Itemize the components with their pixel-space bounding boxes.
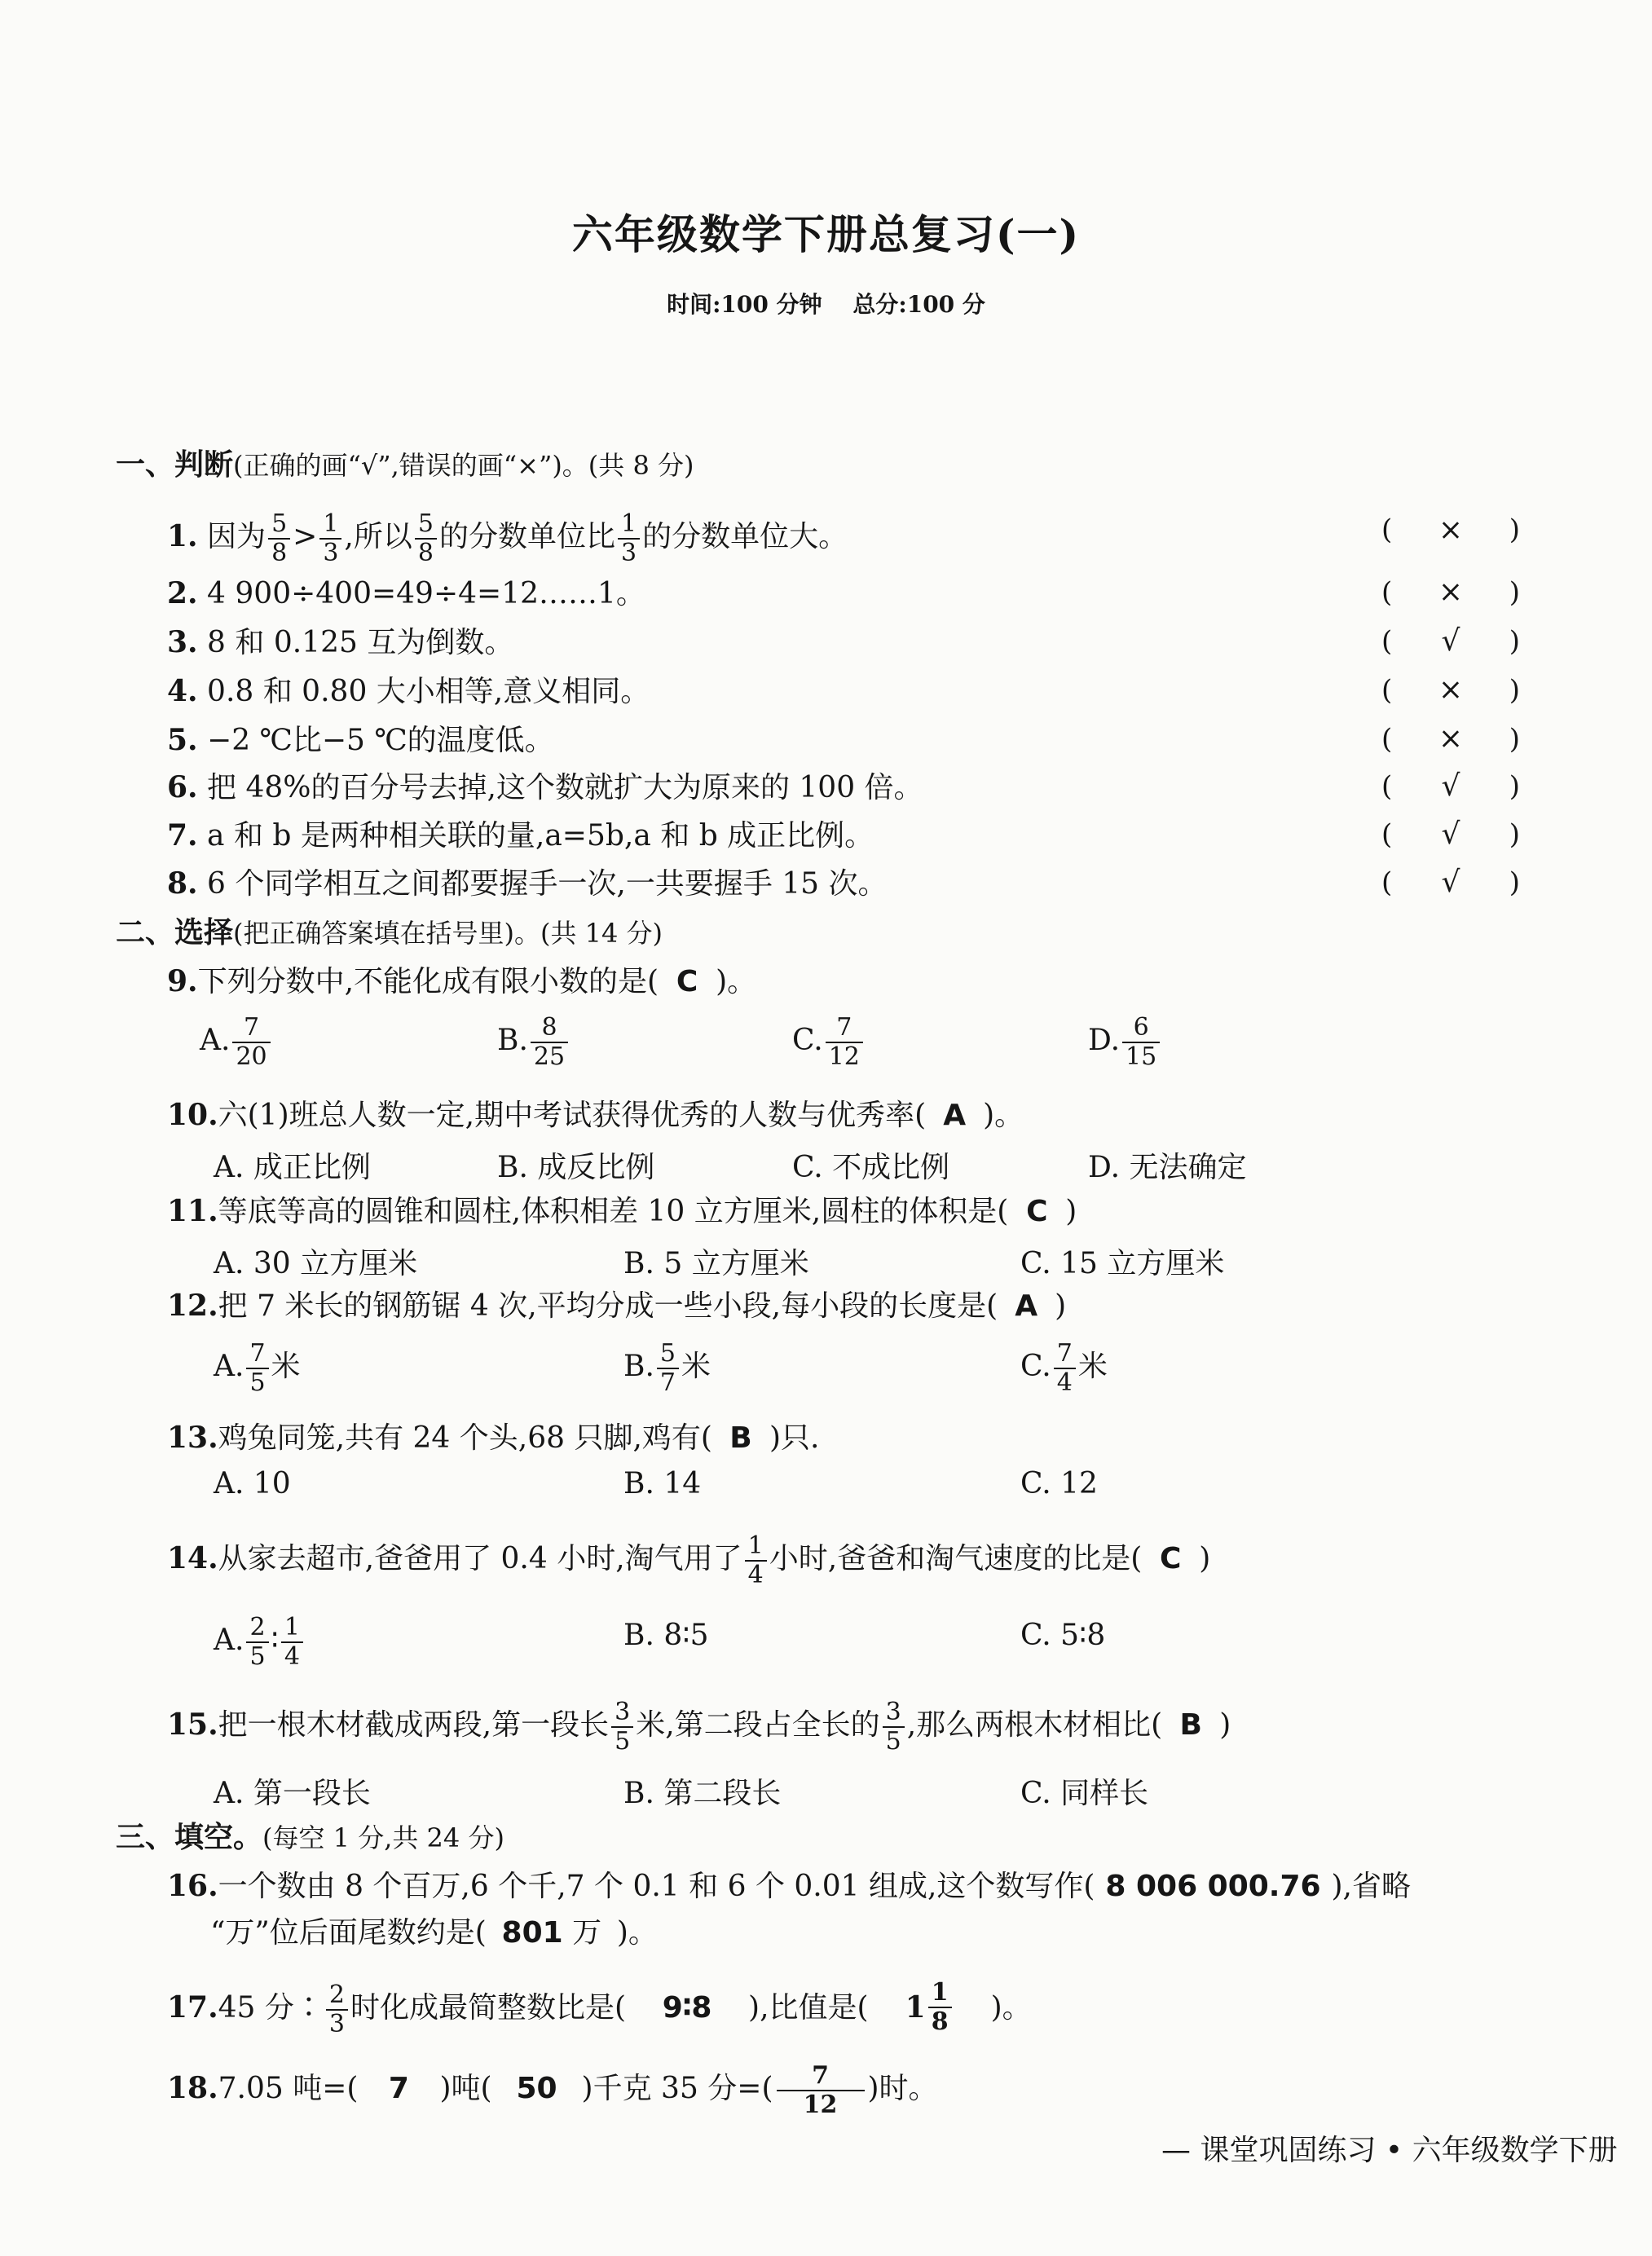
answer: 7 xyxy=(388,2072,409,2105)
option-d: D. $\frac{6}{15}$ xyxy=(1088,1016,1162,1069)
cross-mark: × xyxy=(1438,673,1464,707)
cross-mark: × xyxy=(1438,575,1464,609)
option-b: B. 成反比例 xyxy=(497,1151,655,1184)
answer-box-1: ( × ) xyxy=(1381,513,1520,547)
footer: — 课堂巩固练习 • 六年级数学下册 xyxy=(1161,2134,1618,2167)
question-5: 5. −2 ℃比−5 ℃的温度低。 xyxy=(167,723,554,757)
section-2-heading: 二、选择(把正确答案填在括号里)。(共 14 分) xyxy=(116,915,663,950)
page-title: 六年级数学下册总复习(一) xyxy=(571,210,1081,258)
question-11: 11.等底等高的圆锥和圆柱,体积相差 10 立方厘米,圆柱的体积是( C ) xyxy=(167,1194,1077,1228)
cross-mark: × xyxy=(1438,722,1464,756)
question-16: 16.一个数由 8 个百万,6 个千,7 个 0.1 和 6 个 0.01 组成,这个数写作( 8 006 000.76 ),省略 xyxy=(167,1869,1411,1903)
question-12: 12.把 7 米长的钢筋锯 4 次,平均分成一些小段,每小段的长度是( A ) xyxy=(167,1289,1067,1323)
option-a: A. $\frac{7}{20}$ xyxy=(200,1016,273,1069)
option-c: C. 5∶8 xyxy=(1020,1619,1106,1652)
answer: 1 $\frac{1}{8}$ xyxy=(905,1981,954,2034)
option-c: C. $\frac{7}{4}$ 米 xyxy=(1020,1339,1108,1397)
option-a: A. 30 立方厘米 xyxy=(214,1247,418,1280)
answer-box-7: ( √ ) xyxy=(1381,817,1520,851)
check-mark: √ xyxy=(1441,769,1460,803)
option-c: C. 12 xyxy=(1020,1467,1098,1500)
cross-mark: × xyxy=(1438,513,1464,547)
answer-box-2: ( × ) xyxy=(1381,575,1520,609)
time-limit: 时间:100 分钟 xyxy=(667,291,822,318)
answer: 9∶8 xyxy=(662,1991,712,2025)
answer: C xyxy=(1026,1195,1048,1228)
answer: A xyxy=(1015,1289,1038,1323)
question-13: 13.鸡兔同笼,共有 24 个头,68 只脚,鸡有( B )只. xyxy=(167,1421,820,1455)
question-9: 9.下列分数中,不能化成有限小数的是( C )。 xyxy=(167,964,757,998)
fraction: $\frac{5}{8}$ xyxy=(268,512,290,566)
answer: A xyxy=(943,1099,967,1132)
question-14: 14.从家去超市,爸爸用了 0.4 小时,淘气用了 $\frac{1}{4}$ 小时,爸爸和淘气速度的比是( C ) xyxy=(167,1531,1211,1589)
option-c: C. $\frac{7}{12}$ xyxy=(792,1016,866,1069)
fraction: $\frac{5}{8}$ xyxy=(415,512,437,566)
answer: 8 006 000.76 xyxy=(1105,1870,1321,1903)
option-a: A. $\frac{2}{5}$ ∶ $\frac{1}{4}$ xyxy=(214,1615,306,1669)
question-15: 15.把一根木材截成两段,第一段长 $\frac{3}{5}$ 米,第二段占全长的 $\frac{3}{5}$ ,那么两根木材相比( B ) xyxy=(167,1698,1231,1756)
answer: $\frac{7}{12}$ xyxy=(776,2064,866,2117)
answer-box-6: ( √ ) xyxy=(1381,769,1520,803)
answer: C xyxy=(1160,1542,1182,1575)
option-b: B. 8∶5 xyxy=(623,1619,709,1652)
check-mark: √ xyxy=(1441,817,1460,851)
answer-box-8: ( √ ) xyxy=(1381,866,1520,899)
question-4: 4. 0.8 和 0.80 大小相等,意义相同。 xyxy=(167,674,650,708)
question-17: 17.45 分∶ $\frac{2}{3}$ 时化成最简整数比是( 9∶8 ),比值是( 1 $\frac{1}{8}$ )。 xyxy=(167,1978,1032,2038)
option-a: A. 10 xyxy=(214,1467,291,1500)
fraction: $\frac{1}{3}$ xyxy=(319,512,341,566)
section-1-heading: 一、判断(正确的画“√”,错误的画“×”)。(共 8 分) xyxy=(116,447,694,482)
question-18: 18.7.05 吨=( 7 )吨( 50 )千克 35 分=( $\frac{7}{12}$ )时。 xyxy=(167,2061,938,2119)
option-b: B. $\frac{5}{7}$ 米 xyxy=(623,1339,711,1397)
check-mark: √ xyxy=(1441,866,1460,899)
exam-info xyxy=(0,287,1652,319)
total-score: 总分:100 分 xyxy=(852,291,985,318)
answer: B xyxy=(729,1421,752,1455)
section-3-heading: 三、填空。(每空 1 分,共 24 分) xyxy=(116,1820,504,1854)
option-d: D. 无法确定 xyxy=(1088,1151,1247,1184)
option-b: B. 第二段长 xyxy=(623,1777,782,1810)
fraction: $\frac{1}{3}$ xyxy=(618,512,640,566)
option-c: C. 不成比例 xyxy=(792,1151,950,1184)
option-a: A. 第一段长 xyxy=(214,1777,371,1810)
question-7: 7. a 和 b 是两种相关联的量,a=5b,a 和 b 成正比例。 xyxy=(167,818,874,853)
option-a: A. $\frac{7}{5}$ 米 xyxy=(214,1339,301,1397)
option-b: B. 5 立方厘米 xyxy=(623,1247,809,1280)
question-6: 6. 把 48%的百分号去掉,这个数就扩大为原来的 100 倍。 xyxy=(167,770,923,804)
option-b: B. 14 xyxy=(623,1467,702,1500)
question-8: 8. 6 个同学相互之间都要握手一次,一共要握手 15 次。 xyxy=(167,866,888,901)
answer: 801 xyxy=(501,1916,563,1950)
option-c: C. 15 立方厘米 xyxy=(1020,1247,1225,1280)
option-b: B. $\frac{8}{25}$ xyxy=(497,1016,570,1069)
answer-box-3: ( √ ) xyxy=(1381,624,1520,658)
answer: C xyxy=(676,965,698,998)
question-2: 2. 4 900÷400=49÷4=12……1。 xyxy=(167,576,645,610)
question-3: 3. 8 和 0.125 互为倒数。 xyxy=(167,625,514,659)
answer-box-4: ( × ) xyxy=(1381,673,1520,707)
option-a: A. 成正比例 xyxy=(214,1151,371,1184)
question-16-cont: “万”位后面尾数约是( 801 万 )。 xyxy=(210,1916,658,1950)
answer: B xyxy=(1179,1708,1202,1742)
question-10: 10.六(1)班总人数一定,期中考试获得优秀的人数与优秀率( A )。 xyxy=(167,1098,1024,1132)
option-c: C. 同样长 xyxy=(1020,1777,1149,1810)
answer: 50 xyxy=(516,2072,557,2105)
question-1: 1. 因为 $\frac{5}{8}$ > $\frac{1}{3}$ ,所以 $\frac{5}{8}$ 的分数单位比 $\frac{1}{3}$ 的分数单位大。 xyxy=(167,509,848,567)
answer-box-5: ( × ) xyxy=(1381,722,1520,756)
check-mark: √ xyxy=(1441,624,1460,658)
